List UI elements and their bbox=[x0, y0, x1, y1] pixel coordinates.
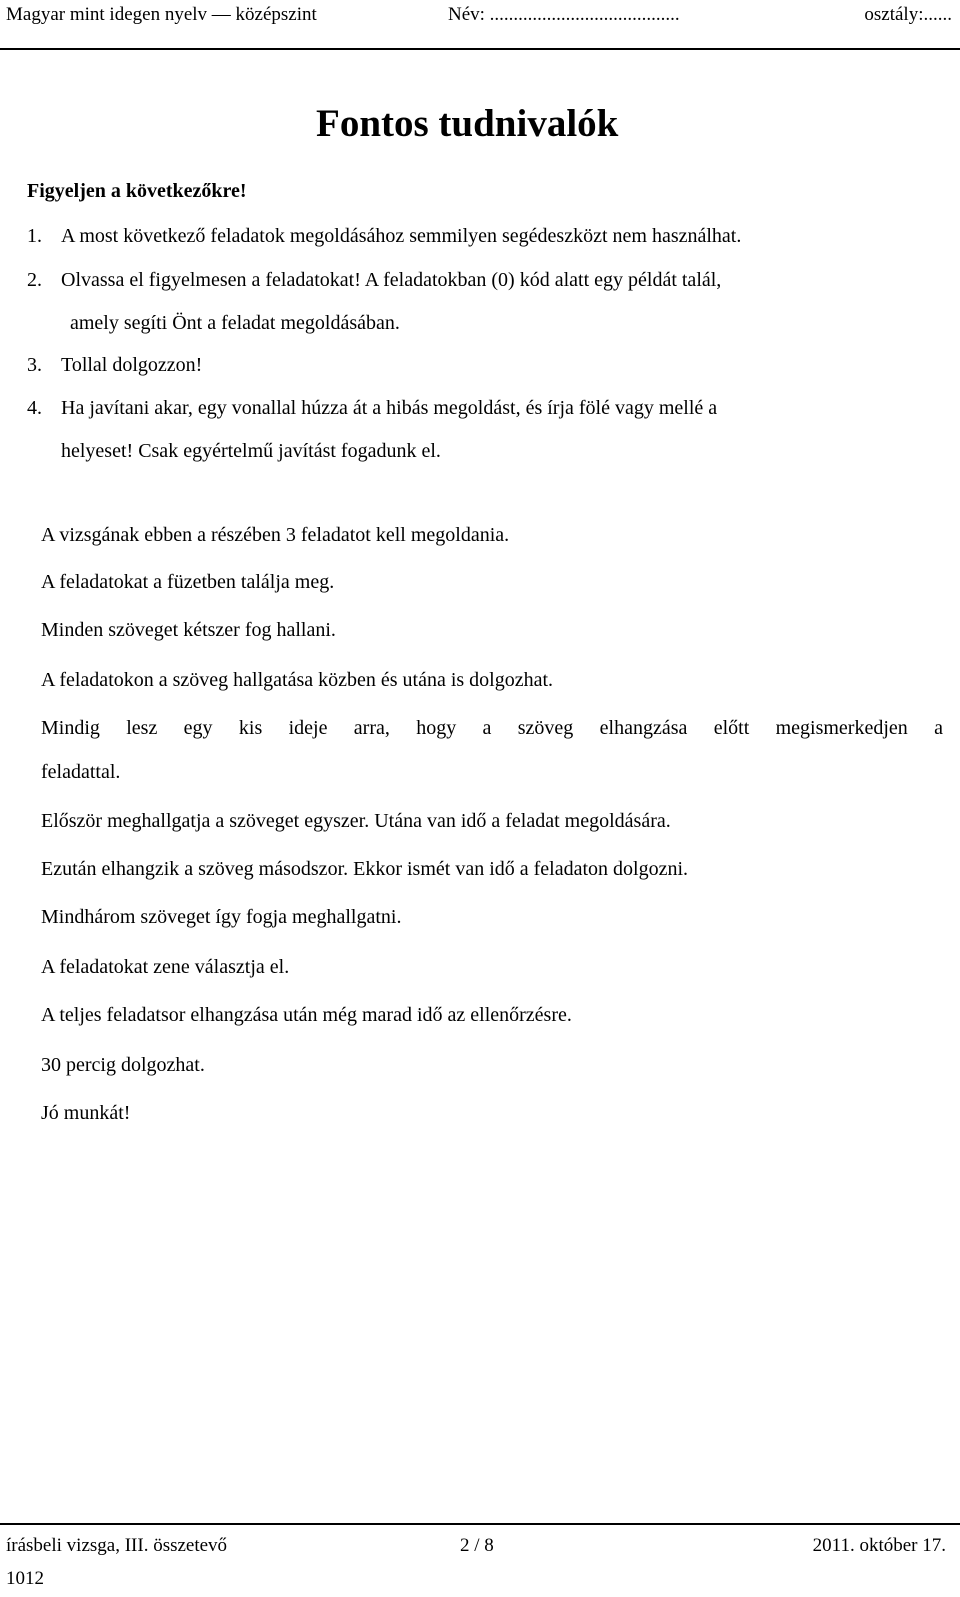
rule-number: 3. bbox=[27, 354, 42, 376]
closing-line: Jó munkát! bbox=[41, 1102, 131, 1124]
rule-number: 1. bbox=[27, 225, 42, 247]
paragraph: Mindhárom szöveget így fogja meghallgatni. bbox=[41, 906, 402, 928]
header-subject: Magyar mint idegen nyelv — középszint bbox=[6, 4, 317, 25]
rule-text: Tollal dolgozzon! bbox=[61, 354, 203, 376]
footer-divider bbox=[0, 1523, 960, 1525]
page-header bbox=[0, 0, 960, 34]
paragraph: A feladatokat zene választja el. bbox=[41, 956, 290, 978]
paragraph: A vizsgának ebben a részében 3 feladatot kell megoldania. bbox=[41, 524, 510, 546]
paragraph: A teljes feladatsor elhangzása után még marad idő az ellenőrzésre. bbox=[41, 1004, 572, 1026]
header-class-field: osztály:...... bbox=[864, 4, 952, 25]
footer-exam-part: írásbeli vizsga, III. összetevő bbox=[6, 1535, 228, 1556]
paragraph: Először meghallgatja a szöveget egyszer. Utána van idő a feladat megoldására. bbox=[41, 810, 671, 832]
rule-number: 4. bbox=[27, 397, 42, 419]
paragraph: Minden szöveget kétszer fog hallani. bbox=[41, 619, 336, 641]
page-title: Fontos tudnivalók bbox=[316, 102, 619, 145]
paragraph: feladattal. bbox=[41, 761, 121, 783]
rule-text: amely segíti Önt a feladat megoldásában. bbox=[70, 312, 400, 334]
paragraph: 30 percig dolgozhat. bbox=[41, 1054, 205, 1076]
rule-text: A most következő feladatok megoldásához semmilyen segédeszközt nem használhat. bbox=[61, 225, 742, 247]
footer-page-number: 2 / 8 bbox=[460, 1535, 494, 1556]
paragraph: A feladatokat a füzetben találja meg. bbox=[41, 571, 335, 593]
rule-text: Ha javítani akar, egy vonallal húzza át a hibás megoldást, és írja fölé vagy mellé a bbox=[61, 397, 718, 419]
intro-heading: Figyeljen a következőkre! bbox=[27, 180, 247, 202]
rule-text: helyeset! Csak egyértelmű javítást fogadunk el. bbox=[61, 440, 441, 462]
rule-number: 2. bbox=[27, 269, 42, 291]
header-divider bbox=[0, 48, 960, 50]
rule-text: Olvassa el figyelmesen a feladatokat! A feladatokban (0) kód alatt egy példát talál, bbox=[61, 269, 722, 291]
paragraph: Ezután elhangzik a szöveg másodszor. Ekkor ismét van idő a feladaton dolgozni. bbox=[41, 858, 689, 880]
footer-date: 2011. október 17. bbox=[812, 1535, 946, 1556]
footer-code: 1012 bbox=[6, 1568, 44, 1589]
paragraph: Mindig lesz egy kis ideje arra, hogy a szöveg elhangzása előtt megismerkedjen a bbox=[41, 717, 943, 739]
paragraph: A feladatokon a szöveg hallgatása közben és utána is dolgozhat. bbox=[41, 669, 554, 691]
header-name-field: Név: ........................................ bbox=[448, 4, 680, 25]
